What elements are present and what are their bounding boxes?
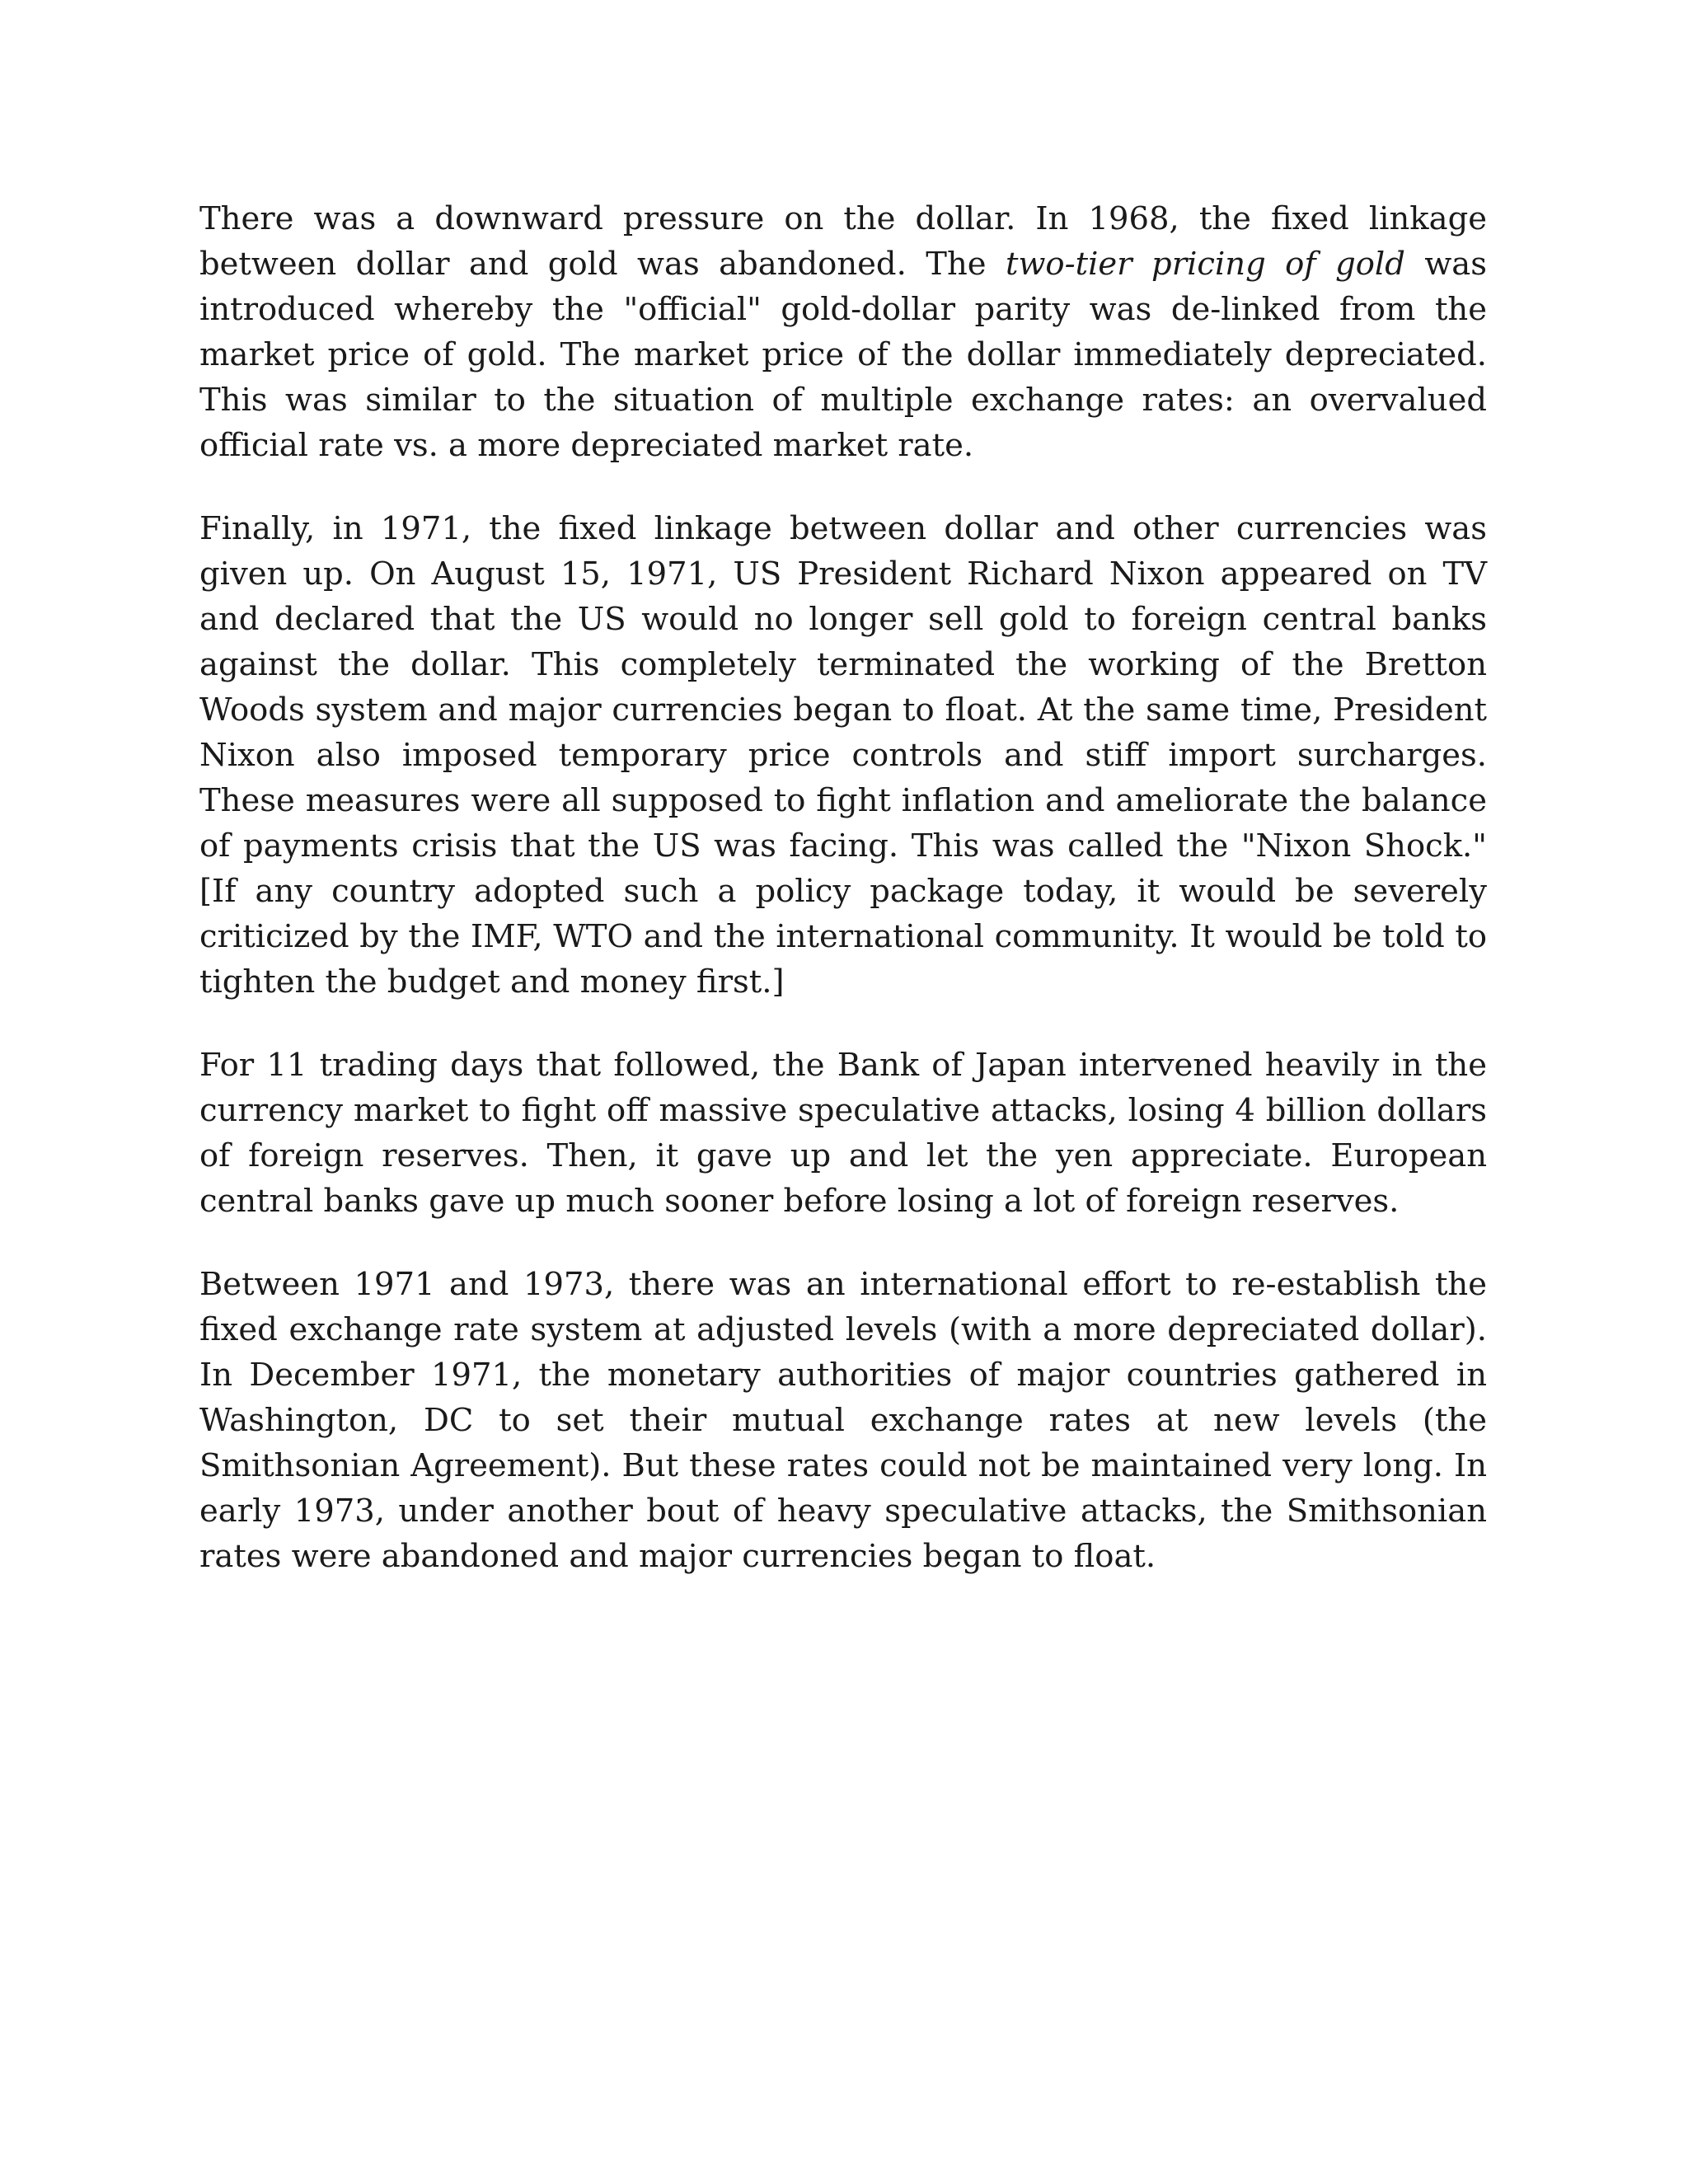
paragraph-1-emphasis: two-tier pricing of gold [1006,246,1405,283]
paragraph-2: Finally, in 1971, the fixed linkage between dollar and other currencies was given up. On August 15, 1971, US President Richard Nixon appeared on TV and declared that the US would no longer sell gold to foreign central banks against the dollar. This completely terminated the working of the Bretton Woods system and major currencies began to float. At the same time, President Nixon also imposed temporary price controls and stiff import surcharges. These measures were all supposed to fight inflation and ameliorate the balance of payments crisis that the US was facing. This was called the "Nixon Shock." [If any country adopted such a policy package today, it would be severely criticized by the IMF, WTO and the international community. It would be told to tighten the budget and money first.] [199,510,1487,1001]
paragraph-1 [199,196,1487,468]
paragraph-4: Between 1971 and 1973, there was an international effort to re-establish the fixed exchange rate system at adjusted levels (with a more depreciated dollar). In December 1971, the monetary authorities of major countries gathered in Washington, DC to set their mutual exchange rates at new levels (the Smithsonian Agreement). But these rates could not be maintained very long. In early 1973, under another bout of heavy speculative attacks, the Smithsonian rates were abandoned and major currencies began to float. [199,1266,1487,1575]
document-body [199,196,1487,1579]
paragraph-1-text-start: There was a downward pressure on the dollar. In 1968, the fixed linkage between dollar and gold was abandoned. The [199,200,1487,283]
paragraph-1-text-end: was introduced whereby the "official" gold-dollar parity was de-linked from the market price of gold. The market price of the dollar immediately depreciated. This was similar to the situation of multiple exchange rates: an overvalued official rate vs. a more depreciated market rate. [199,246,1488,464]
paragraph-3: For 11 trading days that followed, the Bank of Japan intervened heavily in the currency market to fight off massive speculative attacks, losing 4 billion dollars of foreign reserves. Then, it gave up and let the yen appreciate. European central banks gave up much sooner before losing a lot of foreign reserves. [199,1047,1487,1220]
